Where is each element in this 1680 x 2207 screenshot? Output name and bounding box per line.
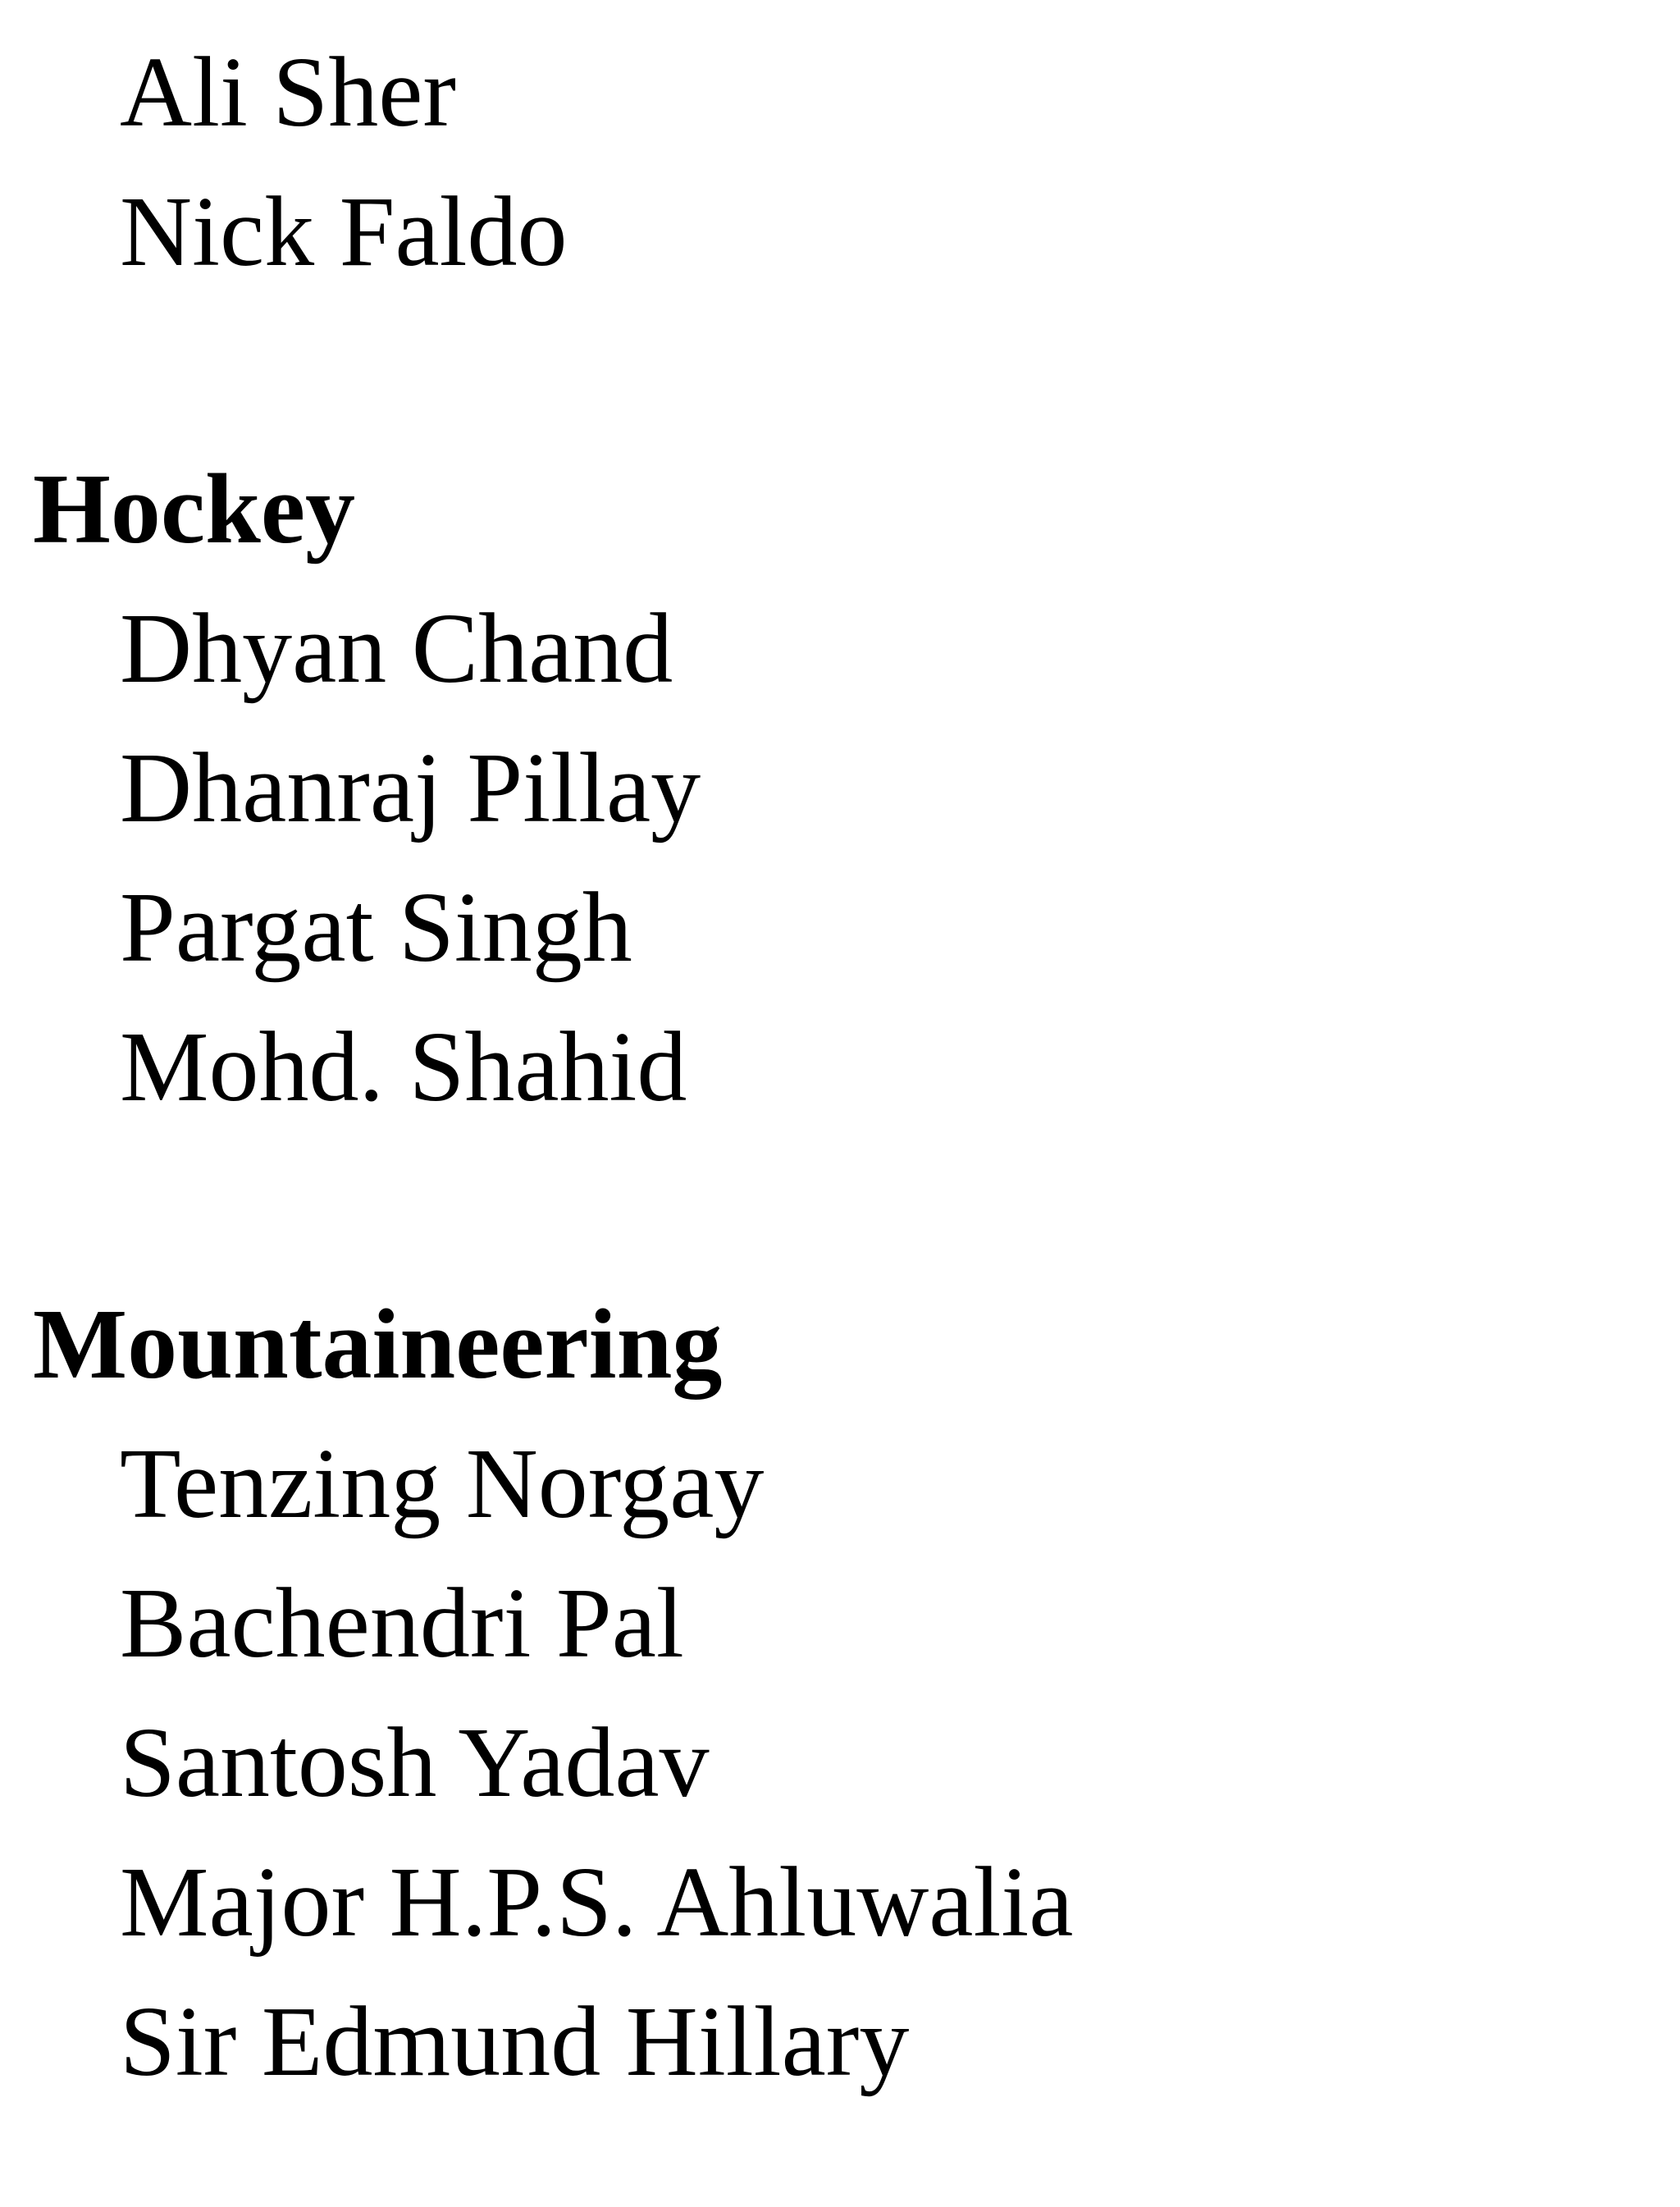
list-item-name: Dhyan Chand: [120, 593, 673, 704]
list-item-name: Nick Faldo: [120, 176, 568, 287]
section-heading-mountaineering: Mountaineering: [33, 1289, 723, 1400]
list-item-name: Ali Sher: [120, 37, 457, 148]
section-heading-hockey: Hockey: [33, 454, 356, 564]
list-item-name: Bachendri Pal: [120, 1568, 684, 1679]
list-item-name: Mohd. Shahid: [120, 1012, 687, 1122]
list-item-name: Santosh Yadav: [120, 1707, 710, 1818]
list-item-name: Major H.P.S. Ahluwalia: [120, 1847, 1074, 1958]
list-item-name: Pargat Singh: [120, 872, 632, 983]
list-item-name: Tenzing Norgay: [120, 1428, 765, 1539]
list-item-name: Sir Edmund Hillary: [120, 1986, 910, 2097]
list-item-name: Dhanraj Pillay: [120, 733, 701, 843]
